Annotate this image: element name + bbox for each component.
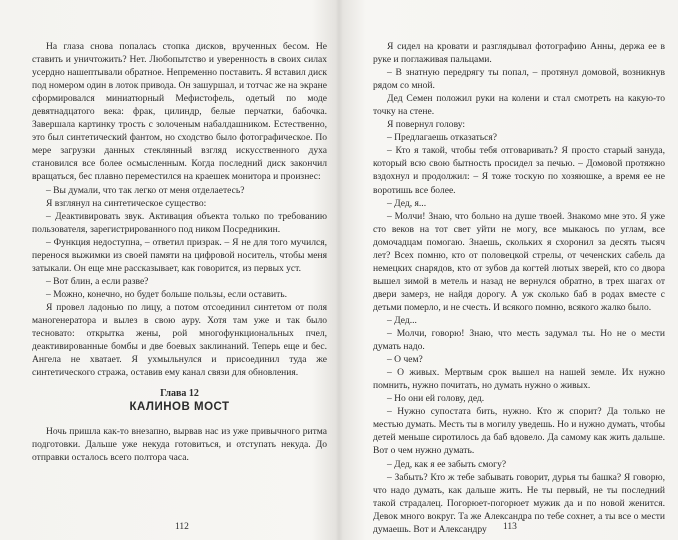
paragraph: – Вы думали, что так легко от меня отделаетесь? — [46, 184, 245, 196]
paragraph: Я взглянул на синтетическое существо: — [46, 197, 207, 209]
paragraph: – Предлагаешь отказаться? — [387, 132, 497, 144]
left-page-text-top — [32, 40, 327, 379]
paragraph: – Дед, я... — [387, 197, 427, 209]
paragraph: Ночь пришла как-то внезапно, вырвав нас из уже привычного ритма подготовки. Дальше уже некуда готовиться, и отступать некуда. До отправки осталось всего полтора часа. — [32, 426, 327, 464]
right-page-number: 113 — [503, 522, 517, 532]
left-page — [32, 40, 327, 510]
paragraph: – В знатную передрягу ты попал, – протянул домовой, возникнув рядом со мной. — [373, 67, 665, 92]
chapter-heading — [32, 387, 327, 415]
paragraph: Я сидел на кровати и разглядывал фотографию Анны, держа ее в руке и поглаживая пальцами. — [373, 41, 665, 66]
paragraph: – Молчи, говорю! Знаю, что месть задумал ты. Но не о мести думать надо. — [373, 328, 665, 353]
paragraph: Я повернул голову: — [387, 119, 466, 131]
paragraph: – Молчи! Знаю, что больно на душе твоей. Знакомо мне это. Я уже сто веков на тот свет уйти не могу, все мыкаюсь по углам, все домочадцам помогаю. Знаешь, скольких я схоронил за десять тысяч лет? Всех помню, кто от половецкой стрелы, от чеченских сабель да немецких снарядов, кто от зубов да когтей лютых зверей, кто со двора вышел зимой в метель и назад не вернулся обратно, в трех шагах от двери замерз, не найдя дорогу. А уж сколько баб в родах вместе с детьми померло, и не счесть. И всякого помню, всякого жалко было. — [373, 210, 665, 313]
paragraph: – Деактивировать звук. Активация объекта только по требованию пользователя, зарегистрированного под ником Посредникин. — [32, 210, 327, 235]
paragraph: – Но они ей голову, дед. — [387, 393, 485, 405]
paragraph: – Дед, как я ее забыть смогу? — [387, 458, 507, 470]
paragraph: – О живых. Мертвым срок вышел на нашей земле. Их нужно помнить, нужно почитать, но думать нужно о живых. — [373, 367, 665, 392]
left-page-text-bottom — [32, 425, 327, 464]
paragraph: – О чем? — [387, 354, 423, 366]
paragraph: – Дед... — [387, 314, 417, 326]
paragraph: Я провел ладонью по лицу, а потом отсоединил синтетом от поля маногенератора и вылез в свою ауру. Хотя там уже и так было тесновато: открытка жены, рой многофункциональных пчел, деактивированные бомбы и две боевых заклинаний. Теперь еще и бес. Ангела не хватает. Я ухмыльнулся и присоединил туда же синтетического стража, оставив ему канал связи для обновления. — [32, 301, 327, 379]
paragraph: – Можно, конечно, но будет больше пользы, если оставить. — [46, 288, 287, 300]
chapter-number: Глава 12 — [160, 388, 199, 400]
paragraph: – Функция недоступна, – ответил призрак. – Я не для того мучился, перенося выжимки из своей памяти на цифровой носитель, чтобы меня затыкали. Он еще мне рассказывает, как говорится, из первых уст. — [32, 236, 327, 274]
paragraph: – Нужно супостата бить, нужно. Кто ж спорит? Да только не местью думать. Месть ты в могилу уведешь. Но и нужно думать, чтобы детей меньше сиротилось да баб вдовело. Да самому как жить дальше. Вот о чем нужно думать. — [373, 406, 665, 457]
right-page-text — [373, 40, 665, 536]
paragraph: – Забыть? Кто ж тебе забывать говорит, дурья ты башка? Я говорю, что надо думать, как дальше жить. Не ты первый, не ты последний такой страдалец. Погорюет-погорюет мужик да и по новой женится. Девок много вокруг. Та же Александра по тебе сохнет, а ты все о мести думаешь. Вот и Александру — [373, 471, 665, 535]
paragraph: – Вот блин, а если разве? — [46, 275, 149, 287]
paragraph: На глаза снова попалась стопка дисков, врученных бесом. Не ставить и уничтожить? Нет. Любопытство и уверенность в своих силах усердно нашептывали обратное. Непременно поставить. Я вставил диск под номером один в лоток привода. Он зашуршал, и тотчас же на экране сформировался миниатюрный Мефистофель, одетый по моде девятнадцатого века: фрак, цилиндр, белые перчатки, бабочка. Завершала картинку трость с золоченым набалдашником. Естественно, это был синтетический фантом, но сходство было фотографическое. По мере загрузки данных стеклянный взгляд искусственного духа становился все более осмысленным. Когда последний диск закончил вращаться, бес плавно переместился на краешек монитора и произнес: — [32, 41, 327, 183]
left-page-number: 112 — [175, 522, 189, 532]
paragraph: – Кто я такой, чтобы тебя отговаривать? Я просто старый зануда, который всю свою бытность просидел за печью. – Домовой протяжно вздохнул и продолжил: – Я тоже тоскую по хозяюшке, а время ее не воротишь все более. — [373, 145, 665, 196]
chapter-title: КАЛИНОВ МОСТ — [129, 401, 230, 414]
paragraph: Дед Семен положил руки на колени и стал смотреть на какую-то точку на стене. — [373, 93, 665, 118]
